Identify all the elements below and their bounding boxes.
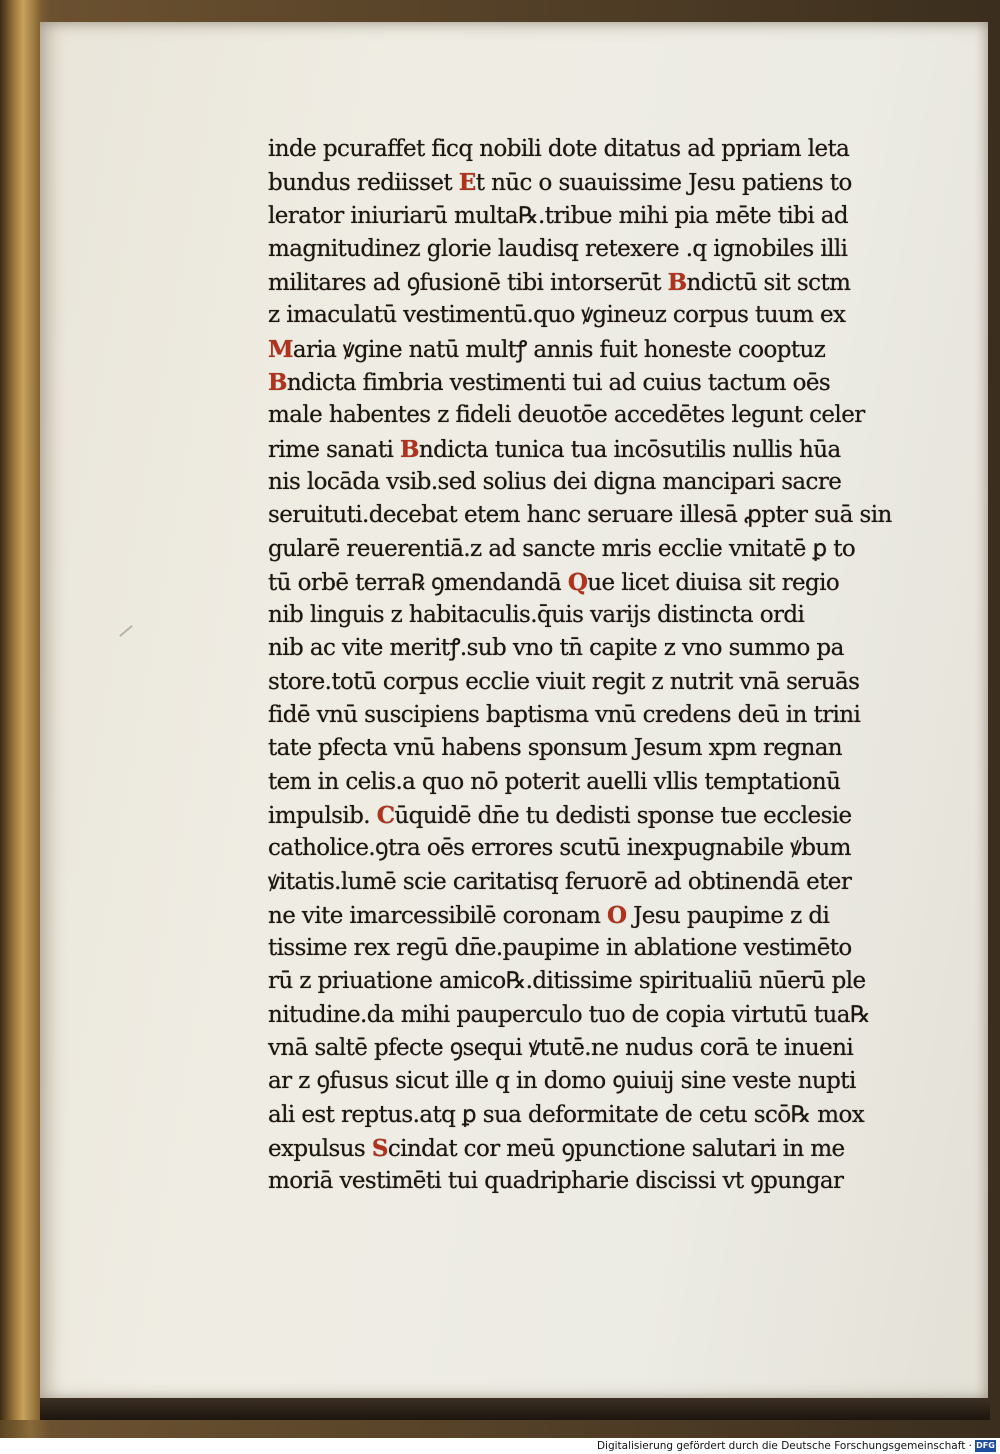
text-line [268, 932, 918, 965]
rubricated-initial: B [667, 269, 687, 297]
line-text: ar z ꝯfusus sicut ille q in domo ꝯuiuij sine veste nupti [268, 1068, 856, 1095]
line-text: nib linguis z habitaculis.q̄uis varijs distincta ordi [268, 602, 805, 629]
text-line [268, 666, 918, 699]
line-text: Jesu paupime z di [626, 902, 830, 929]
text-line [268, 399, 918, 432]
line-text: seruituti.decebat etem hanc seruare illesā ꝓpter suā sin [268, 502, 892, 529]
text-line [268, 1032, 918, 1065]
text-line [268, 466, 918, 499]
line-text: impulsib. [268, 802, 377, 829]
text-line [268, 299, 918, 332]
line-text: moriā vestimēti tui quadripharie discissi vt ꝯpungar [268, 1168, 844, 1195]
line-text: aria ꝟgine natū multꝭ annis fuit honeste cooptuz [292, 336, 826, 363]
text-line [268, 965, 918, 998]
rubricated-initial: E [458, 169, 476, 197]
text-line [268, 1065, 918, 1098]
text-line [268, 1165, 918, 1198]
line-text: tate pfecta vnū habens sponsum Jesum xpm regnan [268, 735, 843, 762]
digitization-credit: Digitalisierung gefördert durch die Deutsche Forschungsgemeinschaft · [596, 1440, 972, 1452]
line-text: cindat cor meū ꝯpunctione salutari in me [387, 1135, 845, 1162]
line-text: ndicta fimbria vestimenti tui ad cuius tactum oēs [286, 370, 831, 397]
line-text: ali est reptus.atq ꝑ sua deformitate de cetu scō℞ mox [268, 1101, 865, 1128]
rubricated-initial: O [607, 901, 627, 929]
text-line [268, 832, 918, 865]
line-text: catholice.ꝯtra oēs errores scutū inexpugnabile ꝟbum [268, 835, 851, 862]
text-line [268, 233, 918, 266]
rubricated-initial: M [268, 335, 293, 363]
line-text: rime sanati [268, 436, 400, 463]
line-text: rū z priuatione amico℞.ditissime spiritualiū nūerū ple [268, 968, 866, 995]
line-text: tissime rex regū dn̄e.paupime in ablatione vestimēto [268, 935, 852, 962]
book-binding-edge [0, 0, 42, 1420]
line-text: z imaculatū vestimentū.quo ꝟgineuz corpus tuum ex [268, 302, 846, 329]
rubricated-initial: S [371, 1134, 388, 1162]
rubricated-initial: B [399, 435, 419, 463]
text-line [268, 732, 918, 765]
line-text: nib ac vite meritꝭ.sub vno tn̄ capite z vno summo pa [268, 635, 844, 662]
text-line [268, 499, 918, 532]
line-text: gularē reuerentiā.z ad sancte mris ecclie vnitatē ꝑ to [268, 535, 856, 562]
text-line [268, 166, 918, 199]
line-text: tū orbē terra℞ ꝯmendandā [268, 569, 568, 596]
rubricated-initial: Q [567, 568, 588, 596]
text-line [268, 599, 918, 632]
text-line [268, 866, 918, 899]
rubricated-initial: B [268, 369, 287, 397]
line-text: ꝟitatis.lumē scie caritatisq feruorē ad obtinendā eter [268, 868, 852, 895]
line-text: ndicta tunica tua incōsutilis nullis hūa [418, 436, 841, 463]
line-text: vnā saltē pfecte ꝯsequi ꝟtutē.ne nudus corā te inueni [268, 1035, 854, 1062]
line-text: militares ad ꝯfusionē tibi intorserūt [268, 270, 668, 297]
line-text: ue licet diuisa sit regio [587, 569, 840, 596]
text-line [268, 266, 918, 299]
text-line [268, 699, 918, 732]
line-text: male habentes z fideli deuotōe accedētes legunt celer [268, 402, 865, 429]
line-text: ūquidē dn̄e tu dedisti sponse tue ecclesie [394, 802, 852, 829]
text-line [268, 133, 918, 166]
line-text: bundus rediisset [268, 170, 459, 197]
line-text: inde pcuraffet ficq nobili dote ditatus ad ppriam leta [268, 136, 850, 162]
line-text: magnitudinez glorie laudisq retexere .q ignobiles illi [268, 235, 848, 262]
line-text: tem in celis.a quo nō poterit auelli vllis temptationū [268, 768, 841, 795]
line-text: t nūc o suauissime Jesu patiens to [475, 170, 852, 197]
text-line [268, 566, 918, 599]
page-bottom-edge [40, 1398, 990, 1420]
text-line [268, 766, 918, 799]
text-line [268, 1132, 918, 1165]
text-line [268, 999, 918, 1032]
line-text: ne vite imarcessibilē coronam [268, 902, 608, 929]
incunable-text-block [268, 133, 918, 1199]
text-line [268, 200, 918, 233]
line-text: ndictū sit sctm [686, 270, 851, 297]
rubricated-initial: C [376, 801, 395, 829]
text-line [268, 632, 918, 665]
line-text: store.totū corpus ecclie viuit regit z nutrit vnā seruās [268, 668, 860, 695]
text-line [268, 799, 918, 832]
line-text: expulsus [268, 1135, 372, 1162]
line-text: fidē vnū suscipiens baptisma vnū credens deū in trini [268, 702, 861, 729]
text-line [268, 533, 918, 566]
text-line [268, 433, 918, 466]
text-line [268, 1099, 918, 1132]
text-line [268, 366, 918, 399]
text-line [268, 899, 918, 932]
dfg-logo: DFG [976, 1441, 995, 1450]
line-text: lerator iniuriarū multa℞.tribue mihi pia mēte tibi ad [268, 202, 849, 229]
line-text: nis locāda vsib.sed solius dei digna mancipari sacre [268, 468, 842, 495]
line-text: nitudine.da mihi pauperculo tuo de copia virtutū tua℞ [268, 1001, 870, 1028]
text-line [268, 333, 918, 366]
